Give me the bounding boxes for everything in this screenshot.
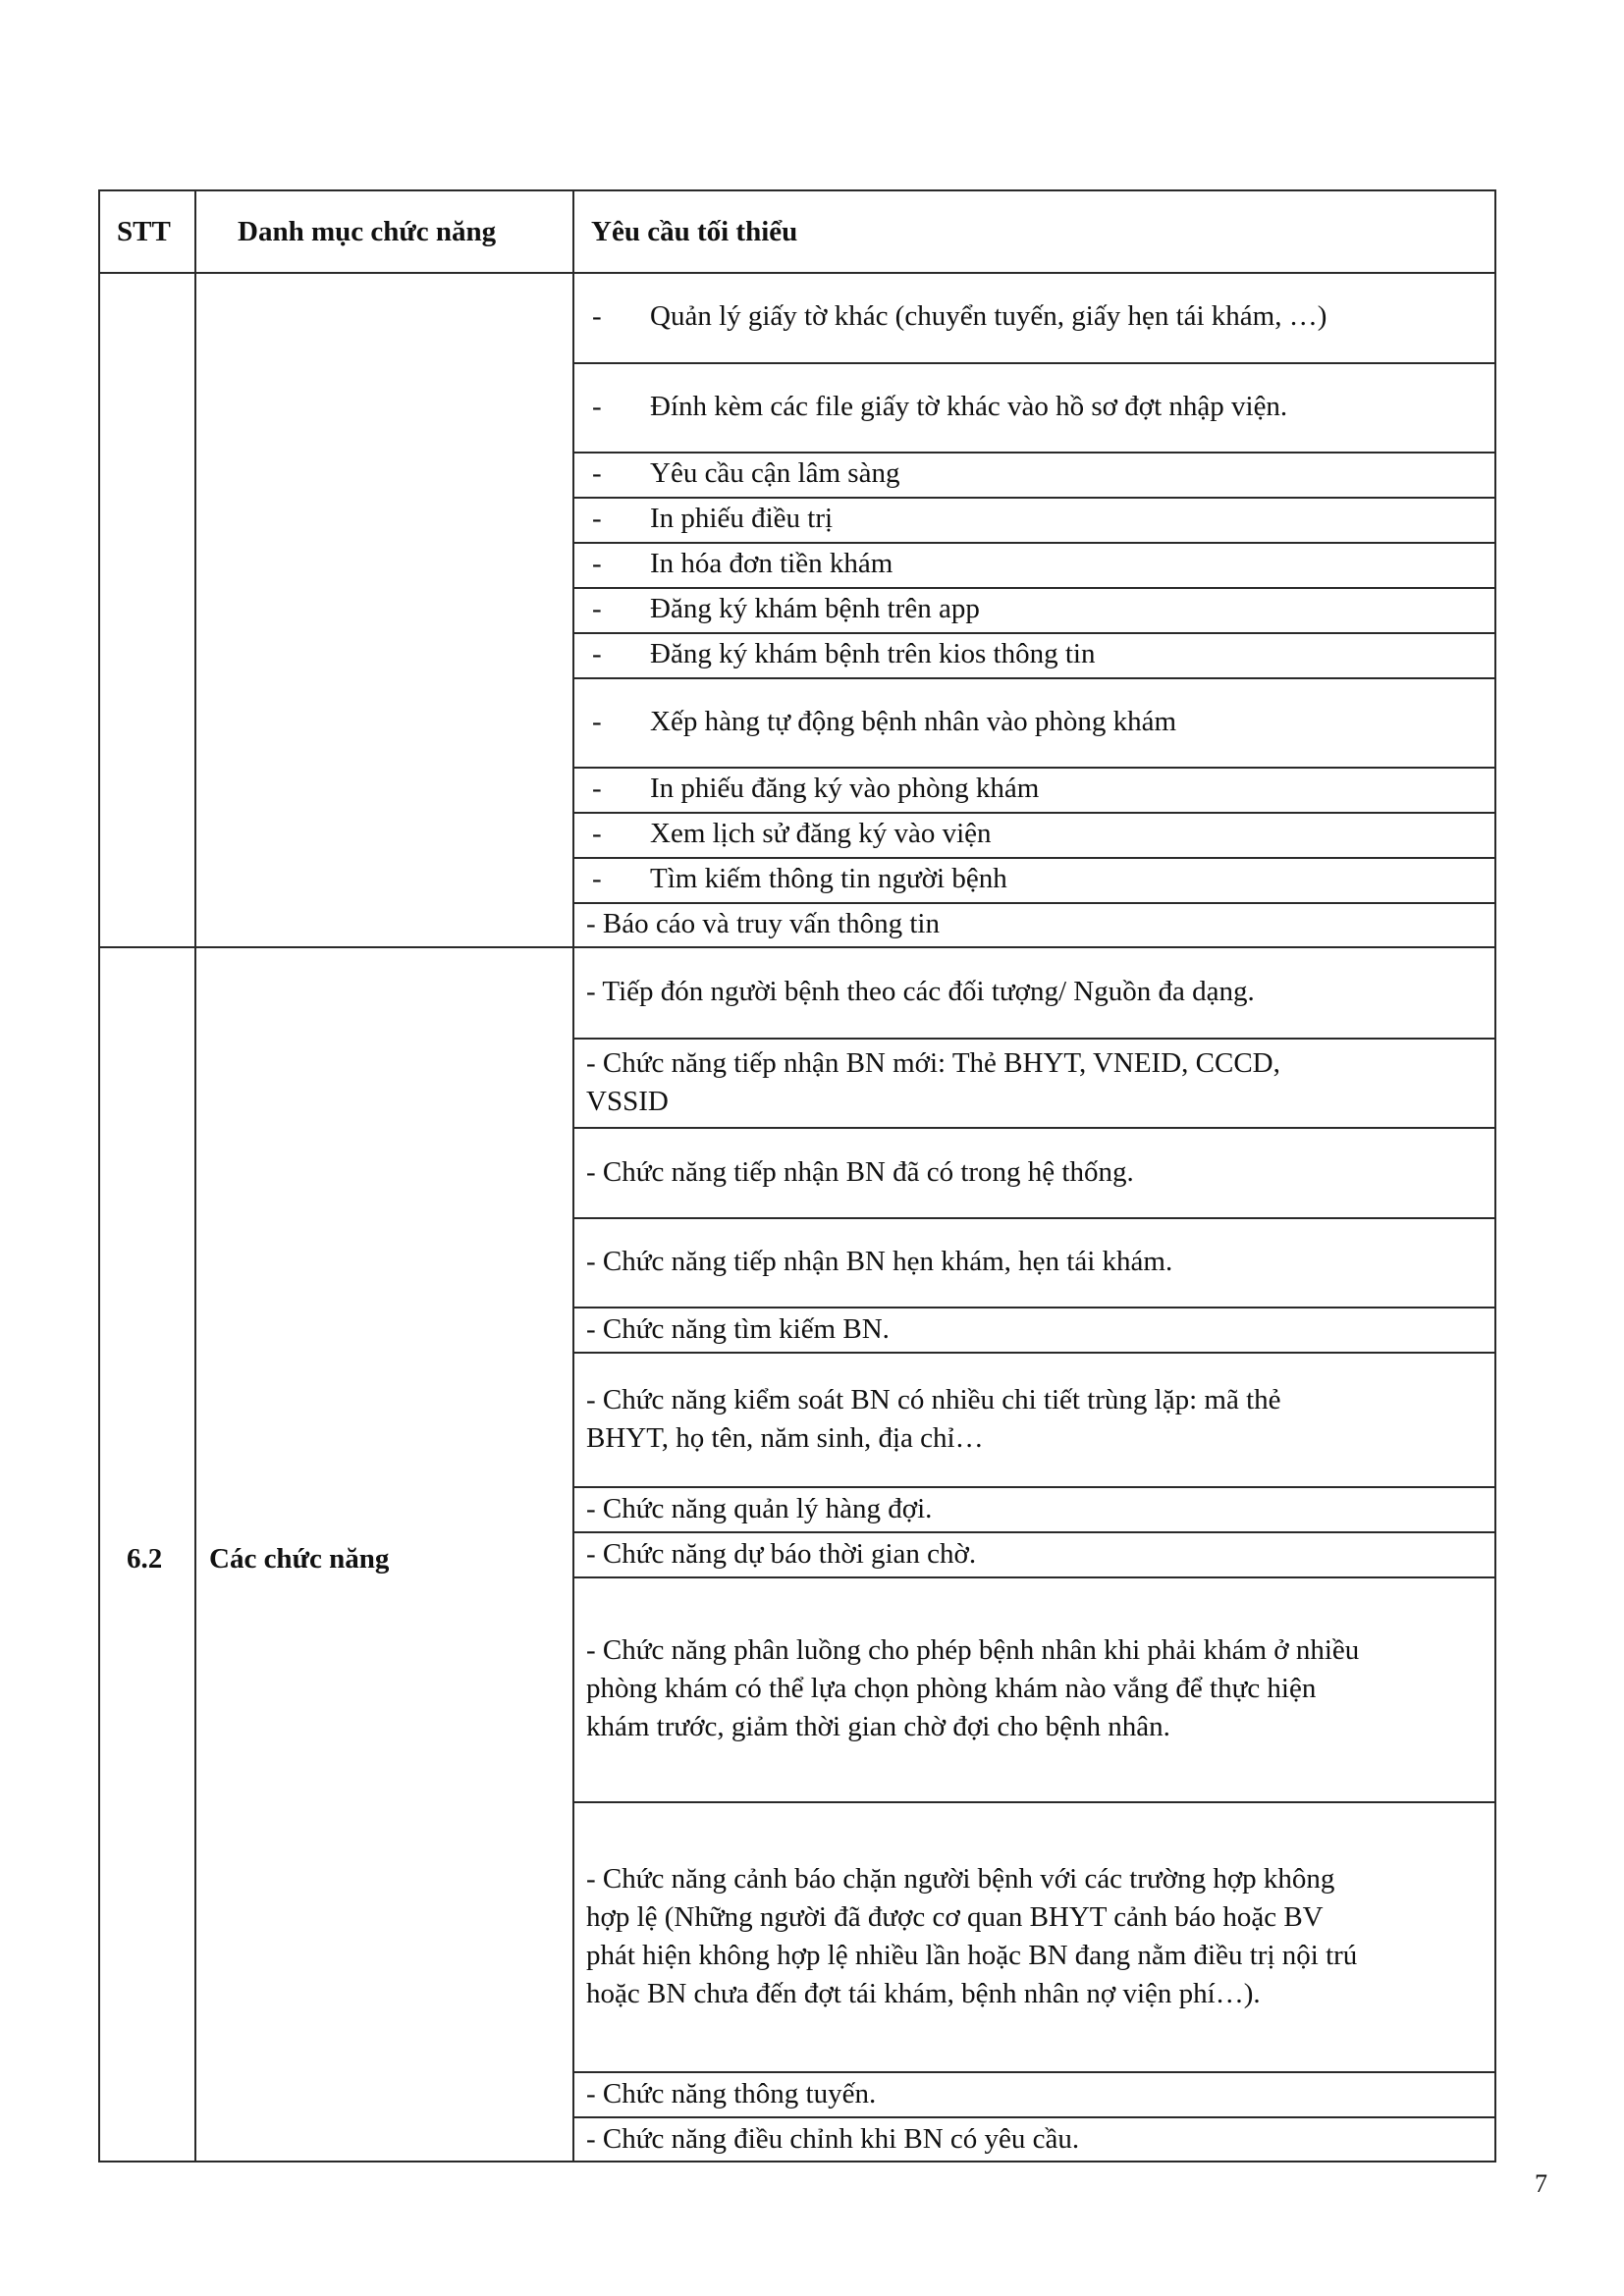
row-divider <box>572 812 1496 814</box>
requirement-line: - Tiếp đón người bệnh theo các đối tượng/ Nguồn đa dạng. <box>586 976 1255 1007</box>
bullet-dash: - <box>592 638 602 669</box>
row-divider <box>572 2116 1496 2118</box>
requirement-item <box>586 1044 1280 1121</box>
requirement-line: - Chức năng thông tuyến. <box>586 2077 877 2109</box>
requirement-item: Tìm kiếm thông tin người bệnh <box>650 863 1007 894</box>
bullet-dash: - <box>592 593 602 624</box>
requirement-item: In phiếu điều trị <box>650 503 834 534</box>
header-category: Danh mục chức năng <box>238 216 497 247</box>
header-bottom-border <box>98 272 1496 274</box>
requirement-item: Xếp hàng tự động bệnh nhân vào phòng khám <box>650 705 1177 737</box>
row-divider <box>572 1352 1496 1354</box>
requirement-item <box>586 973 1255 1011</box>
row-divider <box>572 452 1496 454</box>
requirement-item: Đăng ký khám bệnh trên app <box>650 593 980 624</box>
row-divider <box>572 1531 1496 1533</box>
table-border-left <box>98 189 100 2163</box>
requirement-item <box>586 1310 890 1349</box>
row-divider <box>572 1307 1496 1308</box>
requirement-item <box>586 1535 976 1574</box>
requirement-item: - Báo cáo và truy vấn thông tin <box>586 907 940 939</box>
requirement-line: - Chức năng quản lý hàng đợi. <box>586 1492 933 1524</box>
row-divider <box>572 677 1496 679</box>
bullet-dash: - <box>592 300 602 332</box>
row-divider <box>572 587 1496 589</box>
bullet-dash: - <box>592 863 602 894</box>
requirement-item: In hóa đơn tiền khám <box>650 548 893 579</box>
requirement-item <box>586 1381 1281 1458</box>
row-divider <box>572 1576 1496 1578</box>
table-border-bottom <box>98 2161 1496 2163</box>
group2-stt: 6.2 <box>127 1543 163 1575</box>
requirement-line: khám trước, giảm thời gian chờ đợi cho bệnh nhân. <box>586 1711 1170 1742</box>
row-divider <box>572 1127 1496 1129</box>
requirement-line: hoặc BN chưa đến đợt tái khám, bệnh nhân nợ viện phí…). <box>586 1977 1261 2009</box>
requirement-item <box>586 2075 876 2113</box>
requirement-line: - Chức năng tiếp nhận BN mới: Thẻ BHYT, VNEID, CCCD, <box>586 1046 1280 1079</box>
requirement-item: In phiếu đăng ký vào phòng khám <box>650 773 1040 804</box>
group-divider <box>98 946 1496 948</box>
bullet-dash: - <box>592 390 602 422</box>
row-divider <box>572 1801 1496 1803</box>
page-number: 7 <box>1535 2169 1547 2198</box>
requirement-line: - Chức năng điều chỉnh khi BN có yêu cầu. <box>586 2122 1080 2155</box>
bullet-dash: - <box>592 773 602 804</box>
requirement-line: VSSID <box>586 1085 669 1117</box>
requirements-table <box>98 189 1496 2162</box>
column-divider-stt <box>194 189 196 2163</box>
column-divider-category <box>572 189 574 2163</box>
requirement-line: phát hiện không hợp lệ nhiều lần hoặc BN đang nằm điều trị nội trú <box>586 1939 1358 1971</box>
row-divider <box>572 2071 1496 2073</box>
requirement-item: Yêu cầu cận lâm sàng <box>650 457 900 489</box>
requirement-item: Xem lịch sử đăng ký vào viện <box>650 818 992 849</box>
requirement-line: phòng khám có thể lựa chọn phòng khám nào vắng để thực hiện <box>586 1673 1317 1704</box>
row-divider <box>572 542 1496 544</box>
row-divider <box>572 1486 1496 1488</box>
header-requirement: Yêu cầu tối thiểu <box>591 216 798 247</box>
bullet-dash: - <box>592 548 602 579</box>
requirement-item <box>586 1490 932 1528</box>
requirement-line: - Chức năng phân luồng cho phép bệnh nhân khi phải khám ở nhiều <box>586 1634 1360 1666</box>
requirement-line: - Chức năng kiểm soát BN có nhiều chi tiết trùng lặp: mã thẻ <box>586 1383 1281 1415</box>
bullet-dash: - <box>592 457 602 489</box>
bullet-dash: - <box>592 503 602 534</box>
row-divider <box>572 857 1496 859</box>
row-divider <box>572 497 1496 499</box>
row-divider <box>572 362 1496 364</box>
requirement-item: Đính kèm các file giấy tờ khác vào hồ sơ đợt nhập viện. <box>650 390 1288 422</box>
row-divider <box>572 767 1496 769</box>
requirement-item: Đăng ký khám bệnh trên kios thông tin <box>650 638 1096 669</box>
requirement-line: hợp lệ (Những người đã được cơ quan BHYT cảnh báo hoặc BV <box>586 1900 1324 1933</box>
requirement-line: - Chức năng tiếp nhận BN đã có trong hệ thống. <box>586 1155 1134 1188</box>
requirement-item <box>586 1860 1357 2013</box>
table-border-right <box>1494 189 1496 2163</box>
requirement-line: - Chức năng dự báo thời gian chờ. <box>586 1537 977 1570</box>
requirement-line: BHYT, họ tên, năm sinh, địa chỉ… <box>586 1421 984 1454</box>
group2-category: Các chức năng <box>209 1543 390 1575</box>
bullet-dash: - <box>592 818 602 849</box>
row-divider <box>572 1217 1496 1219</box>
requirement-line: - Chức năng cảnh báo chặn người bệnh với các trường hợp không <box>586 1862 1335 1895</box>
row-divider <box>572 1038 1496 1040</box>
requirement-item <box>586 1153 1134 1192</box>
row-divider <box>572 632 1496 634</box>
bullet-dash: - <box>592 705 602 737</box>
requirement-item <box>586 2120 1079 2159</box>
requirement-item <box>586 1631 1359 1746</box>
requirement-line: - Chức năng tiếp nhận BN hẹn khám, hẹn tái khám. <box>586 1246 1173 1277</box>
requirement-line: - Chức năng tìm kiếm BN. <box>586 1312 890 1345</box>
requirement-item: Quản lý giấy tờ khác (chuyển tuyến, giấy hẹn tái khám, …) <box>650 300 1327 332</box>
table-border-top <box>98 189 1496 191</box>
requirement-item <box>586 1243 1172 1281</box>
header-stt: STT <box>117 216 171 247</box>
